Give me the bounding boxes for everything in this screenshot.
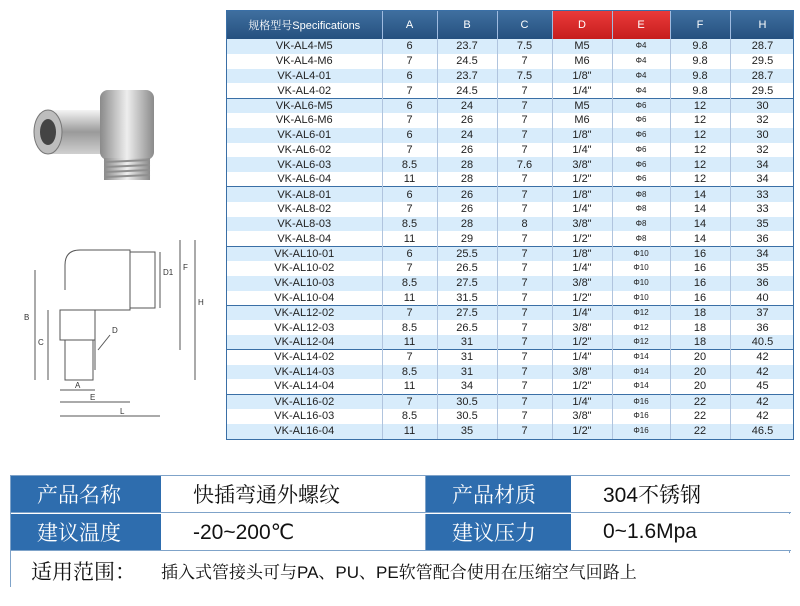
cell-d: 1/4" — [552, 261, 612, 276]
cell-c: 7 — [497, 202, 552, 217]
cell-f: 12 — [670, 98, 730, 113]
cell-d: 3/8" — [552, 157, 612, 172]
cell-f: 20 — [670, 379, 730, 394]
cell-c: 7 — [497, 261, 552, 276]
cell-d: 1/2" — [552, 379, 612, 394]
cell-b: 24.5 — [437, 54, 497, 69]
cell-c: 7 — [497, 128, 552, 143]
material-label: 产品材质 — [426, 476, 571, 512]
cell-f: 9.8 — [670, 54, 730, 69]
cell-h: 40 — [730, 291, 794, 306]
cell-h: 36 — [730, 276, 794, 291]
cell-a: 7 — [382, 305, 437, 320]
cell-model: VK-AL10-01 — [227, 246, 382, 261]
cell-f: 9.8 — [670, 83, 730, 98]
table-row — [227, 291, 794, 306]
table-row — [227, 128, 794, 143]
cell-model: VK-AL6-01 — [227, 128, 382, 143]
cell-h: 32 — [730, 113, 794, 128]
product-images-pane — [0, 0, 222, 440]
cell-d: M6 — [552, 54, 612, 69]
usage-row — [11, 553, 791, 588]
cell-c: 7 — [497, 394, 552, 409]
cell-h: 34 — [730, 246, 794, 261]
label-b: B — [24, 313, 30, 322]
cell-model: VK-AL8-04 — [227, 231, 382, 246]
cell-e: Φ12 — [612, 335, 670, 350]
cell-model: VK-AL8-01 — [227, 187, 382, 202]
cell-model: VK-AL16-04 — [227, 424, 382, 439]
table-row — [227, 379, 794, 394]
cell-model: VK-AL6-04 — [227, 172, 382, 187]
cell-a: 7 — [382, 394, 437, 409]
cell-c: 7 — [497, 320, 552, 335]
cell-f: 18 — [670, 335, 730, 350]
cell-d: 1/4" — [552, 305, 612, 320]
cell-e: Φ12 — [612, 320, 670, 335]
cell-model: VK-AL6-02 — [227, 143, 382, 158]
cell-h: 35 — [730, 261, 794, 276]
cell-c: 7 — [497, 291, 552, 306]
cell-a: 6 — [382, 128, 437, 143]
cell-c: 7 — [497, 246, 552, 261]
cell-d: M6 — [552, 113, 612, 128]
cell-c: 7 — [497, 424, 552, 439]
cell-b: 28 — [437, 217, 497, 232]
product-name-label: 产品名称 — [11, 476, 161, 512]
table-row — [227, 365, 794, 380]
cell-f: 16 — [670, 291, 730, 306]
cell-model: VK-AL12-04 — [227, 335, 382, 350]
cell-b: 34 — [437, 379, 497, 394]
table-row — [227, 54, 794, 69]
cell-c: 7 — [497, 143, 552, 158]
cell-b: 26 — [437, 113, 497, 128]
cell-a: 7 — [382, 113, 437, 128]
cell-model: VK-AL14-03 — [227, 365, 382, 380]
cell-a: 6 — [382, 187, 437, 202]
cell-e: Φ6 — [612, 172, 670, 187]
cell-h: 45 — [730, 379, 794, 394]
cell-c: 7 — [497, 335, 552, 350]
table-body — [227, 39, 794, 439]
cell-d: 1/8" — [552, 128, 612, 143]
cell-h: 29.5 — [730, 54, 794, 69]
cell-h: 42 — [730, 350, 794, 365]
cell-f: 14 — [670, 231, 730, 246]
cell-a: 7 — [382, 83, 437, 98]
cell-b: 26 — [437, 202, 497, 217]
table-row — [227, 335, 794, 350]
cell-d: 1/4" — [552, 350, 612, 365]
dimension-drawing — [20, 230, 210, 430]
cell-d: 1/2" — [552, 424, 612, 439]
cell-f: 20 — [670, 350, 730, 365]
cell-b: 31.5 — [437, 291, 497, 306]
cell-a: 11 — [382, 231, 437, 246]
cell-e: Φ4 — [612, 69, 670, 84]
cell-a: 6 — [382, 69, 437, 84]
temperature-value: -20~200℃ — [161, 514, 426, 550]
cell-model: VK-AL8-03 — [227, 217, 382, 232]
cell-a: 11 — [382, 379, 437, 394]
cell-d: 1/4" — [552, 143, 612, 158]
cell-f: 16 — [670, 246, 730, 261]
label-e: E — [90, 393, 96, 402]
label-f: F — [183, 263, 188, 272]
cell-e: Φ10 — [612, 276, 670, 291]
cell-e: Φ8 — [612, 187, 670, 202]
table-row — [227, 143, 794, 158]
table-row — [227, 217, 794, 232]
cell-a: 11 — [382, 424, 437, 439]
info-row-2 — [11, 514, 791, 551]
cell-b: 24 — [437, 128, 497, 143]
cell-b: 28 — [437, 157, 497, 172]
cell-c: 8 — [497, 217, 552, 232]
label-h: H — [198, 298, 204, 307]
cell-h: 36 — [730, 320, 794, 335]
cell-a: 8.5 — [382, 365, 437, 380]
cell-c: 7 — [497, 276, 552, 291]
cell-c: 7.5 — [497, 69, 552, 84]
cell-c: 7 — [497, 379, 552, 394]
cell-h: 46.5 — [730, 424, 794, 439]
cell-b: 30.5 — [437, 394, 497, 409]
cell-e: Φ10 — [612, 261, 670, 276]
label-c: C — [38, 338, 44, 347]
table-row — [227, 39, 794, 54]
cell-e: Φ16 — [612, 394, 670, 409]
cell-a: 8.5 — [382, 276, 437, 291]
cell-h: 33 — [730, 187, 794, 202]
cell-h: 30 — [730, 98, 794, 113]
cell-h: 40.5 — [730, 335, 794, 350]
cell-e: Φ8 — [612, 202, 670, 217]
cell-c: 7 — [497, 231, 552, 246]
cell-model: VK-AL10-02 — [227, 261, 382, 276]
cell-h: 28.7 — [730, 69, 794, 84]
table-row — [227, 246, 794, 261]
elbow-fitting-photo — [30, 80, 190, 190]
table-row — [227, 69, 794, 84]
cell-model: VK-AL10-04 — [227, 291, 382, 306]
cell-a: 7 — [382, 143, 437, 158]
cell-f: 12 — [670, 172, 730, 187]
cell-b: 30.5 — [437, 409, 497, 424]
material-value: 304不锈钢 — [571, 476, 791, 512]
table-row — [227, 320, 794, 335]
cell-e: Φ10 — [612, 291, 670, 306]
cell-a: 8.5 — [382, 217, 437, 232]
cell-f: 12 — [670, 157, 730, 172]
cell-b: 35 — [437, 424, 497, 439]
cell-a: 11 — [382, 172, 437, 187]
cell-h: 36 — [730, 231, 794, 246]
cell-model: VK-AL4-M6 — [227, 54, 382, 69]
cell-f: 9.8 — [670, 39, 730, 54]
cell-d: 1/4" — [552, 83, 612, 98]
usage-value: 插入式管接头可与PA、PU、PE软管配合使用在压缩空气回路上 — [161, 563, 637, 582]
cell-f: 12 — [670, 113, 730, 128]
cell-model: VK-AL4-01 — [227, 69, 382, 84]
cell-c: 7 — [497, 98, 552, 113]
header-a: A — [382, 11, 437, 39]
label-a: A — [75, 381, 81, 390]
table-row — [227, 231, 794, 246]
cell-a: 7 — [382, 261, 437, 276]
cell-d: 3/8" — [552, 365, 612, 380]
cell-d: 3/8" — [552, 276, 612, 291]
table-row — [227, 113, 794, 128]
cell-e: Φ6 — [612, 98, 670, 113]
table-row — [227, 409, 794, 424]
cell-h: 35 — [730, 217, 794, 232]
cell-e: Φ10 — [612, 246, 670, 261]
cell-h: 28.7 — [730, 39, 794, 54]
table-row — [227, 305, 794, 320]
cell-e: Φ6 — [612, 157, 670, 172]
table-row — [227, 187, 794, 202]
table-header-row — [227, 11, 794, 39]
cell-f: 9.8 — [670, 69, 730, 84]
header-f: F — [670, 11, 730, 39]
cell-f: 22 — [670, 409, 730, 424]
info-row-1 — [11, 476, 791, 513]
cell-c: 7 — [497, 187, 552, 202]
cell-model: VK-AL14-04 — [227, 379, 382, 394]
cell-f: 14 — [670, 202, 730, 217]
cell-d: 1/2" — [552, 172, 612, 187]
specifications-table — [227, 11, 794, 439]
cell-h: 42 — [730, 409, 794, 424]
table-row — [227, 157, 794, 172]
pressure-label: 建议压力 — [426, 514, 571, 550]
header-d: D — [552, 11, 612, 39]
cell-e: Φ8 — [612, 231, 670, 246]
cell-b: 26 — [437, 187, 497, 202]
cell-d: 1/2" — [552, 335, 612, 350]
cell-d: 3/8" — [552, 409, 612, 424]
cell-d: 1/4" — [552, 202, 612, 217]
cell-f: 18 — [670, 305, 730, 320]
specifications-table-wrap — [226, 10, 794, 440]
cell-e: Φ16 — [612, 409, 670, 424]
cell-b: 31 — [437, 350, 497, 365]
table-row — [227, 83, 794, 98]
cell-f: 22 — [670, 394, 730, 409]
cell-d: 1/2" — [552, 231, 612, 246]
cell-f: 18 — [670, 320, 730, 335]
cell-b: 28 — [437, 172, 497, 187]
cell-d: 3/8" — [552, 320, 612, 335]
temperature-label: 建议温度 — [11, 514, 161, 550]
cell-e: Φ14 — [612, 379, 670, 394]
cell-b: 24.5 — [437, 83, 497, 98]
cell-model: VK-AL6-M6 — [227, 113, 382, 128]
cell-b: 26 — [437, 143, 497, 158]
header-c: C — [497, 11, 552, 39]
cell-h: 42 — [730, 365, 794, 380]
cell-f: 14 — [670, 217, 730, 232]
cell-h: 30 — [730, 128, 794, 143]
cell-e: Φ14 — [612, 350, 670, 365]
cell-e: Φ16 — [612, 424, 670, 439]
label-d: D — [112, 326, 118, 335]
cell-c: 7 — [497, 365, 552, 380]
label-d1: D1 — [163, 268, 174, 277]
cell-h: 34 — [730, 172, 794, 187]
header-e: E — [612, 11, 670, 39]
cell-f: 12 — [670, 128, 730, 143]
cell-d: 1/8" — [552, 187, 612, 202]
cell-f: 14 — [670, 187, 730, 202]
cell-e: Φ4 — [612, 54, 670, 69]
cell-c: 7.5 — [497, 39, 552, 54]
cell-c: 7 — [497, 83, 552, 98]
cell-c: 7 — [497, 54, 552, 69]
cell-model: VK-AL4-02 — [227, 83, 382, 98]
cell-model: VK-AL14-02 — [227, 350, 382, 365]
cell-d: 1/2" — [552, 291, 612, 306]
cell-c: 7 — [497, 172, 552, 187]
cell-model: VK-AL6-M5 — [227, 98, 382, 113]
cell-model: VK-AL16-02 — [227, 394, 382, 409]
cell-h: 42 — [730, 394, 794, 409]
cell-b: 23.7 — [437, 39, 497, 54]
usage-label: 适用范围： — [31, 560, 136, 584]
cell-a: 7 — [382, 202, 437, 217]
cell-model: VK-AL12-03 — [227, 320, 382, 335]
cell-a: 11 — [382, 291, 437, 306]
cell-b: 26.5 — [437, 261, 497, 276]
cell-d: 1/8" — [552, 69, 612, 84]
cell-model: VK-AL16-03 — [227, 409, 382, 424]
cell-b: 27.5 — [437, 276, 497, 291]
cell-c: 7 — [497, 409, 552, 424]
cell-model: VK-AL6-03 — [227, 157, 382, 172]
cell-f: 22 — [670, 424, 730, 439]
cell-f: 16 — [670, 276, 730, 291]
cell-e: Φ4 — [612, 39, 670, 54]
cell-d: 1/8" — [552, 246, 612, 261]
cell-d: M5 — [552, 39, 612, 54]
cell-c: 7.6 — [497, 157, 552, 172]
cell-e: Φ8 — [612, 217, 670, 232]
cell-a: 7 — [382, 54, 437, 69]
cell-b: 25.5 — [437, 246, 497, 261]
cell-b: 31 — [437, 335, 497, 350]
cell-c: 7 — [497, 113, 552, 128]
cell-d: 1/4" — [552, 394, 612, 409]
table-row — [227, 261, 794, 276]
cell-b: 31 — [437, 365, 497, 380]
cell-a: 6 — [382, 98, 437, 113]
cell-model: VK-AL4-M5 — [227, 39, 382, 54]
cell-h: 34 — [730, 157, 794, 172]
header-b: B — [437, 11, 497, 39]
cell-e: Φ6 — [612, 113, 670, 128]
cell-e: Φ14 — [612, 365, 670, 380]
cell-h: 29.5 — [730, 83, 794, 98]
cell-a: 6 — [382, 39, 437, 54]
cell-a: 11 — [382, 335, 437, 350]
table-row — [227, 98, 794, 113]
cell-h: 33 — [730, 202, 794, 217]
cell-e: Φ6 — [612, 143, 670, 158]
product-info-box — [10, 475, 790, 587]
cell-h: 37 — [730, 305, 794, 320]
cell-b: 29 — [437, 231, 497, 246]
cell-e: Φ6 — [612, 128, 670, 143]
cell-d: 3/8" — [552, 217, 612, 232]
cell-d: M5 — [552, 98, 612, 113]
label-l: L — [120, 407, 125, 416]
cell-e: Φ12 — [612, 305, 670, 320]
cell-e: Φ4 — [612, 83, 670, 98]
table-row — [227, 202, 794, 217]
cell-b: 26.5 — [437, 320, 497, 335]
cell-c: 7 — [497, 350, 552, 365]
table-row — [227, 350, 794, 365]
cell-f: 20 — [670, 365, 730, 380]
pressure-value: 0~1.6Mpa — [571, 514, 791, 550]
header-specifications: 规格型号Specifications — [227, 11, 382, 39]
cell-a: 6 — [382, 246, 437, 261]
cell-h: 32 — [730, 143, 794, 158]
cell-b: 23.7 — [437, 69, 497, 84]
cell-a: 8.5 — [382, 157, 437, 172]
cell-model: VK-AL10-03 — [227, 276, 382, 291]
cell-a: 8.5 — [382, 320, 437, 335]
cell-f: 16 — [670, 261, 730, 276]
table-row — [227, 172, 794, 187]
cell-c: 7 — [497, 305, 552, 320]
table-row — [227, 276, 794, 291]
product-name-value: 快插弯通外螺纹 — [161, 476, 426, 512]
header-h: H — [730, 11, 794, 39]
cell-f: 12 — [670, 143, 730, 158]
cell-model: VK-AL8-02 — [227, 202, 382, 217]
cell-b: 24 — [437, 98, 497, 113]
table-row — [227, 394, 794, 409]
cell-a: 8.5 — [382, 409, 437, 424]
cell-a: 7 — [382, 350, 437, 365]
cell-model: VK-AL12-02 — [227, 305, 382, 320]
cell-b: 27.5 — [437, 305, 497, 320]
table-row — [227, 424, 794, 439]
